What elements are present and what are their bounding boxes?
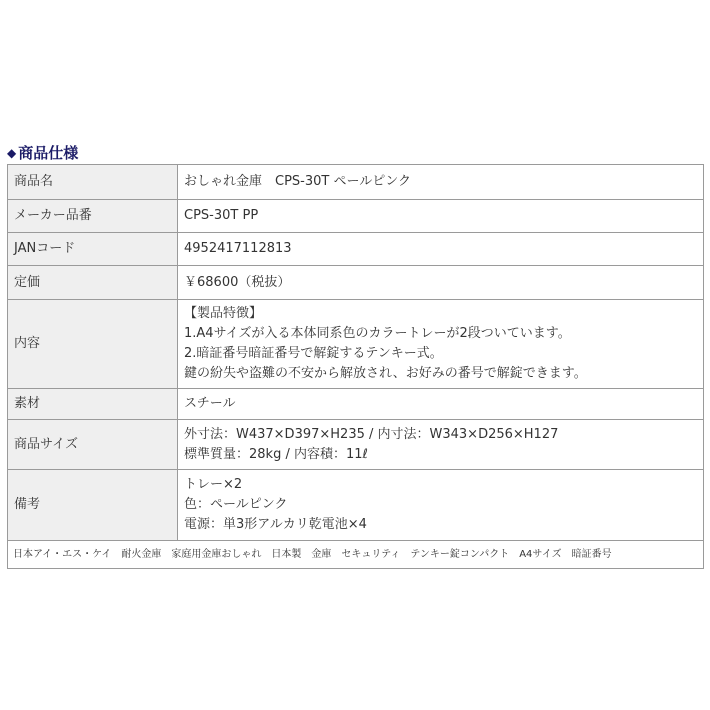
table-row: [8, 541, 704, 569]
value-line: 色：ペールピンク: [184, 497, 288, 512]
value-line: 1.A4サイズが入る本体同系色のカラートレーが2段ついています。: [184, 326, 571, 341]
table-row: [8, 300, 704, 389]
row-value: [178, 470, 704, 541]
section-title: 商品仕様: [18, 144, 79, 162]
value-line: 標準質量：28kg / 内容積：11ℓ: [184, 446, 368, 462]
value-line: CPS-30T PP: [184, 208, 259, 223]
row-label: JANコード: [8, 233, 178, 266]
diamond-icon: ◆: [7, 145, 17, 160]
row-label: 備考: [8, 470, 178, 541]
row-value: [178, 165, 704, 200]
row-label: 素材: [8, 389, 178, 420]
spec-table: [7, 164, 704, 569]
search-tags: 日本アイ・エス・ケイ 耐火金庫 家庭用金庫おしゃれ 日本製 金庫 セキュリティ テンキー錠コンパクト A4サイズ 暗証番号: [8, 541, 704, 569]
value-line: 外寸法：W437×D397×H235 / 内寸法：W343×D256×H127: [184, 426, 559, 442]
row-label: 商品サイズ: [8, 420, 178, 470]
table-row: [8, 200, 704, 233]
row-value: [178, 266, 704, 300]
value-line: トレー×2: [184, 477, 243, 492]
table-row: [8, 420, 704, 470]
row-label: 商品名: [8, 165, 178, 200]
value-line: 鍵の紛失や盗難の不安から解放され、お好みの番号で解錠できます。: [184, 366, 587, 381]
table-row: [8, 233, 704, 266]
row-value: [178, 233, 704, 266]
table-row: [8, 266, 704, 300]
value-line: 【製品特徴】: [184, 306, 263, 321]
value-line: おしゃれ金庫 CPS-30T ペールピンク: [184, 174, 411, 189]
value-line: 4952417112813: [184, 241, 292, 256]
row-value: [178, 200, 704, 233]
row-label: 定価: [8, 266, 178, 300]
value-line: スチール: [184, 396, 236, 411]
table-row: [8, 165, 704, 200]
row-label: メーカー品番: [8, 200, 178, 233]
row-value: [178, 389, 704, 420]
table-row: [8, 389, 704, 420]
value-line: ￥68600（税抜）: [184, 274, 291, 290]
table-row: [8, 470, 704, 541]
value-line: 2.暗証番号暗証番号で解錠するテンキー式。: [184, 346, 443, 361]
row-value: [178, 300, 704, 389]
section-heading: [7, 142, 78, 163]
row-label: 内容: [8, 300, 178, 389]
value-line: 電源：単3形アルカリ乾電池×4: [184, 517, 367, 532]
row-value: [178, 420, 704, 470]
